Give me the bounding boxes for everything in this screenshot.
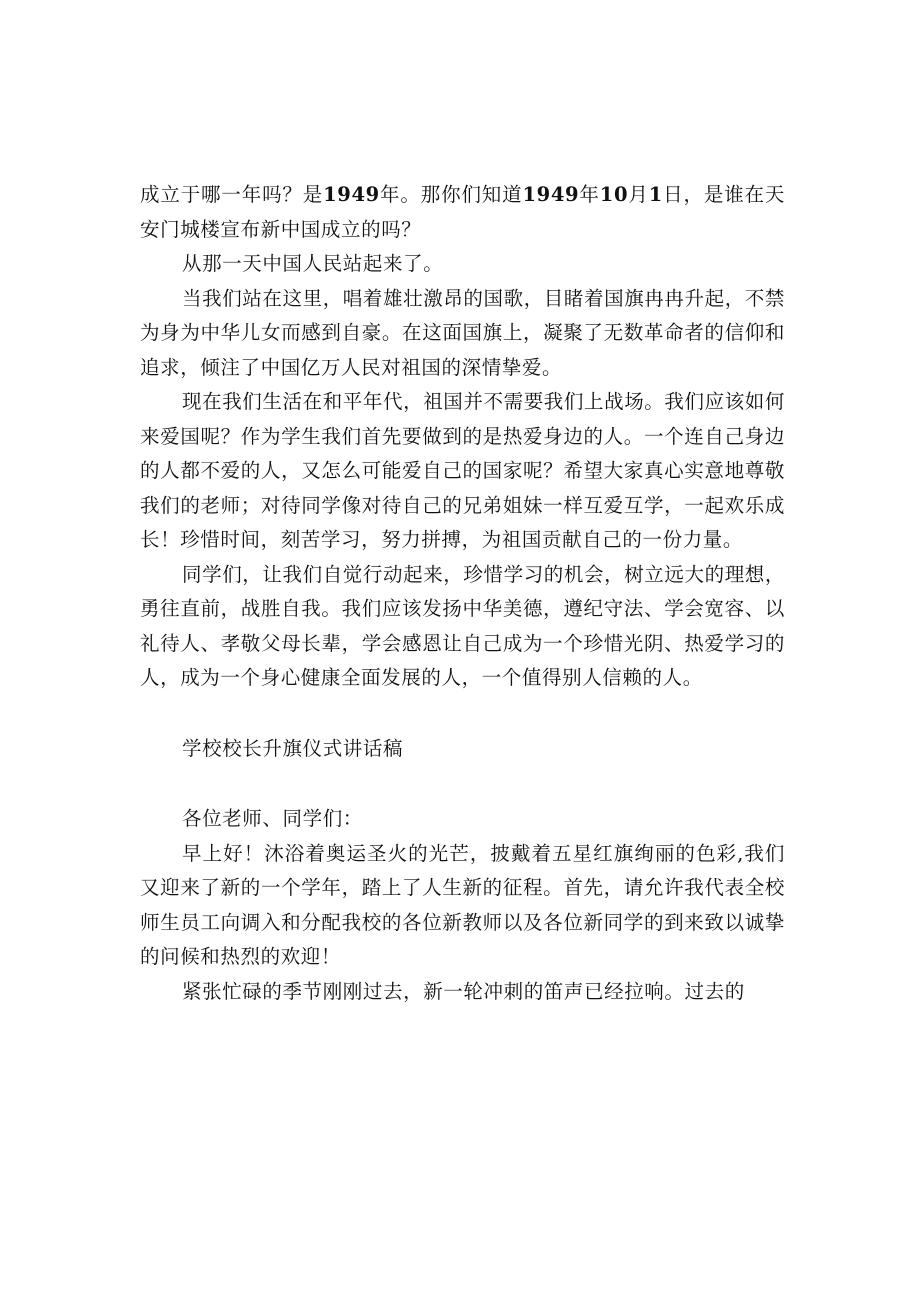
text-segment: 日，是谁在天安门城楼宣布新中国成立的吗？ (140, 183, 786, 241)
paragraph-call-to-action: 同学们，让我们自觉行动起来，珍惜学习的机会，树立远大的理想，勇往直前，战胜自我。我们应该发扬中华美德，遵纪守法、学会宽容、以礼待人、孝敬父母长辈，学会感恩让自己成为一个珍惜光阴、热爱学习的人，成为一个身心健康全面发展的人，一个值得别人信赖的人。 (140, 562, 786, 689)
text-segment: 年。那你们知道 (379, 183, 523, 206)
text-segment: 月 (628, 183, 649, 206)
paragraph-founding-question (140, 178, 785, 247)
document-body (140, 178, 785, 1009)
year-number: 1949 (522, 183, 580, 206)
month-number: 10 (599, 183, 629, 206)
paragraph-greeting: 早上好！沐浴着奥运圣火的光芒，披戴着五星红旗绚丽的色彩,我们又迎来了新的一个学年，踏上了人生新的征程。首先，请允许我代表全校师生员工向调入和分配我校的各位新教师以及各位新同学的到来致以诚挚的问候和热烈的欢迎！ (140, 841, 785, 968)
speech-salutation: 各位老师、同学们： (182, 807, 363, 830)
paragraph-love-country: 现在我们生活在和平年代，祖国并不需要我们上战场。我们应该如何来爱国呢？作为学生我们首先要做到的是热爱身边的人。一个连自己身边的人都不爱的人，又怎么可能爱自己的国家呢？希望大家真心实意地尊敬我们的老师；对待同学像对待自己的兄弟姐妹一样互爱互学，一起欢乐成长！珍惜时间，刻苦学习，努力拼搏，为祖国贡献自己的一份力量。 (140, 390, 786, 551)
paragraph-flag-raising: 当我们站在这里，唱着雄壮激昂的国歌，目睹着国旗冉冉升起，不禁为身为中华儿女而感到自豪。在这面国旗上，凝聚了无数革命者的信仰和追求，倾注了中国亿万人民对祖国的深情挚爱。 (140, 286, 786, 379)
paragraph-stood-up: 从那一天中国人民站起来了。 (182, 252, 444, 275)
year-number: 1949 (323, 183, 380, 206)
text-segment: 成立于哪一年吗？是 (140, 183, 324, 206)
paragraph-busy-season: 紧张忙碌的季节刚刚过去，新一轮冲刺的笛声已经拉响。过去的 (182, 979, 745, 1003)
day-number: 1 (648, 183, 663, 206)
text-segment: 年 (579, 183, 600, 206)
speech-title: 学校校长升旗仪式讲话稿 (182, 736, 404, 760)
